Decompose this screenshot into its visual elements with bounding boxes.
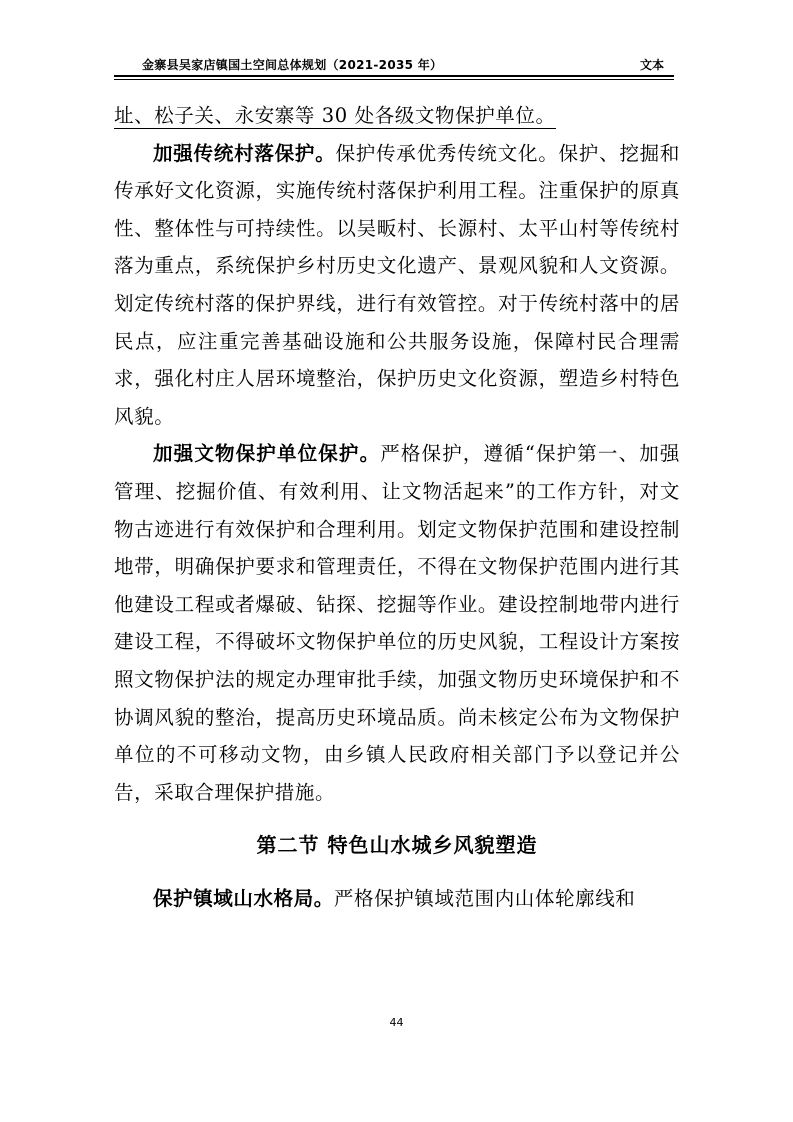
- paragraph-text: 严格保护，遵循“保护第一、加强管理、挖掘价值、有效利用、让文物活起来”的工作方针，对文物古迹进行有效保护和合理利用。划定文物保护范围和建设控制地带，明确保护要求和管理责任，不得在文物保护范围内进行其他建设工程或者爆破、钻探、挖掘等作业。建设控制地带内进行建设工程，不得破坏文物保护单位的历史风貌，工程设计方案按照文物保护法的规定办理审批手续，加强文物历史环境保护和不协调风貌的整治，提高历史环境品质。尚未核定公布为文物保护单位的不可移动文物，由乡镇人民政府相关部门予以登记并公告，采取合理保护措施。: [114, 442, 680, 804]
- paragraph-lead: 加强传统村落保护。: [153, 141, 336, 165]
- page-header: [114, 54, 674, 74]
- header-label: 文本: [639, 58, 664, 72]
- document-title: 金寨县吴家店镇国土空间总体规划（2021-2035 年）: [142, 58, 443, 72]
- header-rule-thin: [114, 79, 674, 80]
- body-text: [114, 97, 680, 918]
- paragraph-text: 保护传承优秀传统文化。保护、挖掘和传承好文化资源，实施传统村落保护利用工程。注重保护的原真性、整体性与可持续性。以吴畈村、长源村、太平山村等传统村落为重点，系统保护乡村历史文化遗产、景观风貌和人文资源。划定传统村落的保护界线，进行有效管控。对于传统村落中的居民点，应注重完善基础设施和公共服务设施，保障村民合理需求，强化村庄人居环境整治，保护历史文化资源，塑造乡村特色风貌。: [114, 141, 680, 428]
- paragraph-text: 严格保护镇域范围内山体轮廓线和: [333, 887, 636, 911]
- paragraph-lead: 保护镇域山水格局。: [153, 887, 334, 911]
- page-number: 44: [389, 1016, 404, 1029]
- paragraph-cultural-relics: [114, 435, 680, 811]
- continued-line: 址、松子关、永安寨等 30 处各级文物保护单位。: [114, 104, 556, 127]
- section-heading: 第二节 特色山水城乡风貌塑造: [256, 833, 538, 858]
- header-rule-thick: [114, 75, 674, 77]
- paragraph-lead: 加强文物保护单位保护。: [153, 442, 381, 466]
- paragraph-landscape-pattern: [114, 880, 680, 918]
- continued-paragraph: [114, 97, 680, 135]
- paragraph-traditional-villages: [114, 135, 680, 436]
